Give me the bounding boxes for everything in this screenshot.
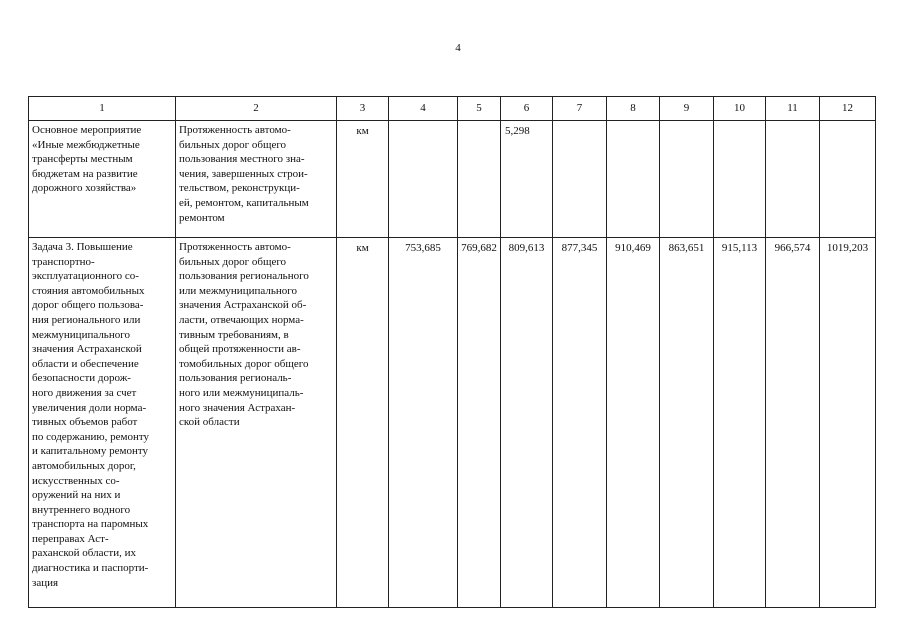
header-cell-7: 7 [553, 97, 607, 121]
header-cell-6: 6 [501, 97, 553, 121]
page-number: 4 [455, 42, 461, 54]
indicators-table [28, 96, 876, 608]
value-cell-5: 769,682 [458, 238, 501, 608]
value-cell-10 [714, 121, 766, 238]
indicator-cell: Протяженность автомо- бильных дорог общего пользования регионального или межмуниципального значения Астраханской об- ласти, отвечающих норма- тивным требованиям, в общей протяженности ав- томобильных дорог общего пользования региональ- ного или межмуниципаль- ного значения Астрахан- ской области [176, 238, 337, 608]
value-cell-6: 5,298 [501, 121, 553, 238]
task-cell: Задача 3. Повышение транспортно- эксплуатационного со- стояния автомобильных дорог общего пользова- ния регионального или межмуниципального значения Астраханской области и обеспечение безопасности дорож- ного движения за счет увеличения доли норма- тивных объемов работ по содержанию, ремонту и капитальному ремонту автомобильных дорог, искусственных со- оружений на них и внутреннего водного транспорта на паромных переправах Аст- раханской области, их диагностика и паспорти- зация [29, 238, 176, 608]
header-cell-8: 8 [607, 97, 660, 121]
value-cell-7 [553, 121, 607, 238]
value-cell-9: 863,651 [660, 238, 714, 608]
table-row [29, 238, 876, 608]
value-cell-8 [607, 121, 660, 238]
value-cell-4 [389, 121, 458, 238]
value-cell-7: 877,345 [553, 238, 607, 608]
header-cell-5: 5 [458, 97, 501, 121]
header-cell-1: 1 [29, 97, 176, 121]
table-row [29, 121, 876, 238]
value-cell-10: 915,113 [714, 238, 766, 608]
unit-cell: км [337, 238, 389, 608]
header-cell-2: 2 [176, 97, 337, 121]
unit-cell: км [337, 121, 389, 238]
value-cell-11 [766, 121, 820, 238]
value-cell-11: 966,574 [766, 238, 820, 608]
header-cell-4: 4 [389, 97, 458, 121]
value-cell-6: 809,613 [501, 238, 553, 608]
header-cell-9: 9 [660, 97, 714, 121]
value-cell-12 [820, 121, 876, 238]
value-cell-5 [458, 121, 501, 238]
activity-cell: Основное мероприятие «Иные межбюджетные трансферты местным бюджетам на развитие дорожного хозяйства» [29, 121, 176, 238]
header-cell-10: 10 [714, 97, 766, 121]
header-cell-12: 12 [820, 97, 876, 121]
indicator-cell: Протяженность автомо- бильных дорог общего пользования местного зна- чения, завершенных строи- тельством, реконструкци- ей, ремонтом, капитальным ремонтом [176, 121, 337, 238]
value-cell-9 [660, 121, 714, 238]
value-cell-12: 1019,203 [820, 238, 876, 608]
header-cell-3: 3 [337, 97, 389, 121]
header-cell-11: 11 [766, 97, 820, 121]
value-cell-8: 910,469 [607, 238, 660, 608]
value-cell-4: 753,685 [389, 238, 458, 608]
header-row [29, 97, 876, 121]
